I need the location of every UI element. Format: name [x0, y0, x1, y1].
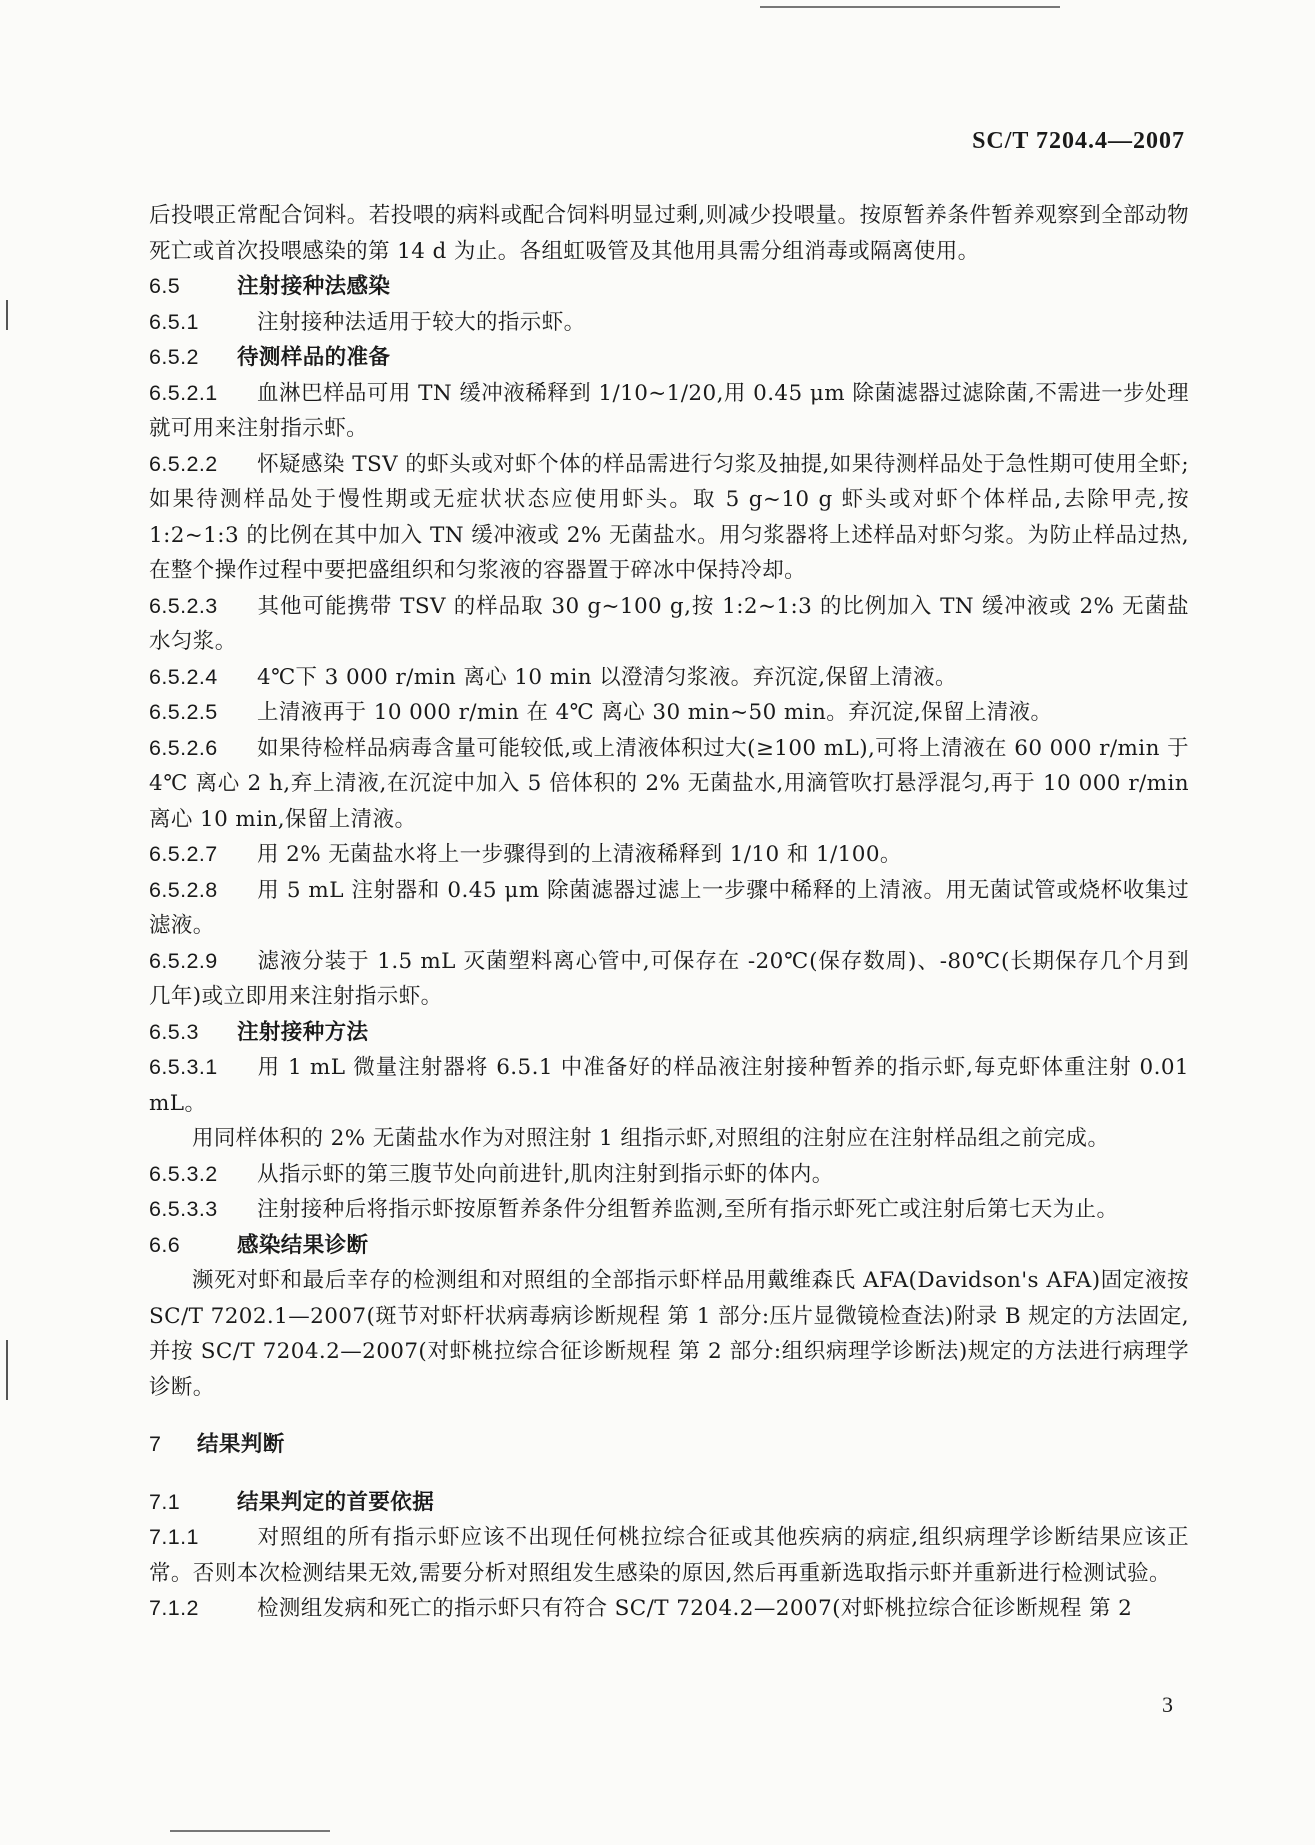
paragraph	[149, 1121, 1189, 1157]
clause-number: 6.5.2.4	[149, 664, 218, 689]
clause-number: 6.5.2.8	[149, 877, 218, 902]
section-heading	[149, 340, 1189, 376]
clause-text: 4℃下 3 000 r/min 离心 10 min 以澄清匀浆液。弃沉淀,保留上清液。	[257, 664, 957, 690]
clause-number: 6.5.2.5	[149, 700, 218, 724]
scan-artifact-left	[6, 1340, 8, 1400]
clause-text: 结果判断	[197, 1432, 285, 1457]
clause-paragraph	[149, 447, 1189, 589]
clause-number: 6.5.3.1	[149, 1055, 218, 1079]
clause-text: 从指示虾的第三腹节处向前进针,肌肉注射到指示虾的体内。	[257, 1161, 834, 1187]
clause-paragraph	[149, 1591, 1189, 1627]
clause-text: 结果判定的首要依据	[237, 1489, 435, 1515]
clause-number: 6.5.3.3	[149, 1197, 218, 1221]
clause-paragraph	[149, 1157, 1189, 1193]
page-number: 3	[1162, 1692, 1173, 1717]
clause-text: 其他可能携带 TSV 的样品取 30 g~100 g,按 1:2~1:3 的比例加入 TN 缓冲液或 2% 无菌盐水匀浆。	[149, 593, 1189, 654]
clause-text: 对照组的所有指示虾应该不出现任何桃拉综合征或其他疾病的病症,组织病理学诊断结果应该正常。否则本次检测结果无效,需要分析对照组发生感染的原因,然后再重新选取指示虾并重新进行检测试验。	[149, 1525, 1189, 1586]
clause-text: 用同样体积的 2% 无菌盐水作为对照注射 1 组指示虾,对照组的注射应在注射样品组之前完成。	[192, 1126, 1110, 1151]
clause-number: 6.5.2.6	[149, 735, 218, 760]
clause-number: 7.1	[149, 1489, 181, 1514]
scan-artifact-bottom	[170, 1830, 330, 1832]
clause-number: 6.5.2.7	[149, 842, 218, 866]
section-heading	[149, 1015, 1189, 1051]
clause-paragraph	[149, 695, 1189, 731]
document-body	[149, 198, 1189, 1627]
clause-paragraph	[149, 376, 1189, 447]
clause-paragraph	[149, 873, 1189, 944]
clause-text: 濒死对虾和最后幸存的检测组和对照组的全部指示虾样品用戴维森氏 AFA(Davidson's AFA)固定液按 SC/T 7202.1—2007(斑节对虾杆状病毒病诊断规程 第 1 部分:压片显微镜检查法)附录 B 规定的方法固定,并按 SC/T 7204.2—2007(对虾桃拉综合征诊断规程 第 2 部分:组织病理学诊断法)规定的方法进行病理学诊断。	[149, 1268, 1189, 1400]
clause-paragraph	[149, 944, 1189, 1015]
clause-text: 用 2% 无菌盐水将上一步骤得到的上清液稀释到 1/10 和 1/100。	[257, 842, 902, 867]
paragraph	[149, 1263, 1189, 1405]
clause-text: 上清液再于 10 000 r/min 在 4℃ 离心 30 min~50 min。弃沉淀,保留上清液。	[257, 700, 1053, 725]
clause-text: 如果待检样品病毒含量可能较低,或上清液体积过大(≥100 mL),可将上清液在 60 000 r/min 于 4℃ 离心 2 h,弃上清液,在沉淀中加入 5 倍体积的 2% 无菌盐水,用滴管吹打悬浮混匀,再于 10 000 r/min 离心 10 min,保留上清液。	[149, 735, 1189, 832]
clause-paragraph	[149, 305, 1189, 341]
clause-paragraph	[149, 660, 1189, 696]
clause-number: 6.6	[149, 1232, 181, 1257]
clause-text: 检测组发病和死亡的指示虾只有符合 SC/T 7204.2—2007(对虾桃拉综合征诊断规程 第 2	[257, 1596, 1133, 1621]
clause-text: 感染结果诊断	[237, 1232, 369, 1258]
clause-text: 注射接种法适用于较大的指示虾。	[257, 309, 586, 335]
clause-paragraph	[149, 1520, 1189, 1591]
clause-paragraph	[149, 589, 1189, 660]
scan-artifact-left-2	[6, 300, 8, 330]
scan-artifact-top	[760, 6, 1060, 8]
section-heading	[149, 1228, 1189, 1264]
standard-id-header: SC/T 7204.4—2007	[972, 128, 1185, 154]
clause-paragraph	[149, 837, 1189, 873]
clause-text: 注射接种方法	[237, 1019, 369, 1045]
clause-text: 滤液分装于 1.5 mL 灭菌塑料离心管中,可保存在 -20℃(保存数周)、-80℃(长期保存几个月到几年)或立即用来注射指示虾。	[149, 948, 1189, 1009]
clause-number: 7.1.2	[149, 1596, 199, 1620]
clause-paragraph	[149, 1050, 1189, 1121]
clause-number: 6.5.2.2	[149, 451, 218, 476]
clause-paragraph	[149, 731, 1189, 838]
clause-text: 后投喂正常配合饲料。若投喂的病料或配合饲料明显过剩,则减少投喂量。按原暂养条件暂养观察到全部动物死亡或首次投喂感染的第 14 d 为止。各组虹吸管及其他用具需分组消毒或隔离使用。	[149, 203, 1189, 264]
clause-text: 怀疑感染 TSV 的虾头或对虾个体的样品需进行匀浆及抽提,如果待测样品处于急性期可使用全虾;如果待测样品处于慢性期或无症状状态应使用虾头。取 5 g~10 g 虾头或对虾个体样品,去除甲壳,按 1:2~1:3 的比例在其中加入 TN 缓冲液或 2% 无菌盐水。用匀浆器将上述样品对虾匀浆。为防止样品过热,在整个操作过程中要把盛组织和匀浆液的容器置于碎冰中保持冷却。	[149, 451, 1189, 583]
clause-number: 6.5.2.9	[149, 948, 218, 973]
clause-text: 用 1 mL 微量注射器将 6.5.1 中准备好的样品液注射接种暂养的指示虾,每克虾体重注射 0.01 mL。	[149, 1055, 1189, 1116]
clause-number: 6.5.2	[149, 345, 199, 369]
clause-text: 血淋巴样品可用 TN 缓冲液稀释到 1/10~1/20,用 0.45 μm 除菌滤器过滤除菌,不需进一步处理就可用来注射指示虾。	[149, 380, 1189, 441]
clause-number: 6.5.3	[149, 1019, 199, 1044]
clause-number: 7.1.1	[149, 1525, 199, 1549]
clause-text: 注射接种法感染	[237, 274, 391, 299]
chapter-heading	[149, 1427, 1189, 1463]
clause-number: 6.5.2.3	[149, 593, 218, 618]
clause-number: 6.5	[149, 274, 181, 298]
clause-number: 6.5.1	[149, 309, 199, 334]
clause-number: 7	[149, 1432, 162, 1456]
clause-paragraph	[149, 1192, 1189, 1228]
clause-text: 用 5 mL 注射器和 0.45 μm 除菌滤器过滤上一步骤中稀释的上清液。用无菌试管或烧杯收集过滤液。	[149, 877, 1189, 938]
clause-paragraph	[149, 198, 1189, 269]
clause-text: 注射接种后将指示虾按原暂养条件分组暂养监测,至所有指示虾死亡或注射后第七天为止。	[257, 1197, 1119, 1222]
section-heading	[149, 1485, 1189, 1521]
clause-number: 6.5.3.2	[149, 1161, 218, 1186]
section-heading	[149, 269, 1189, 305]
clause-text: 待测样品的准备	[237, 345, 391, 370]
clause-number: 6.5.2.1	[149, 380, 218, 405]
